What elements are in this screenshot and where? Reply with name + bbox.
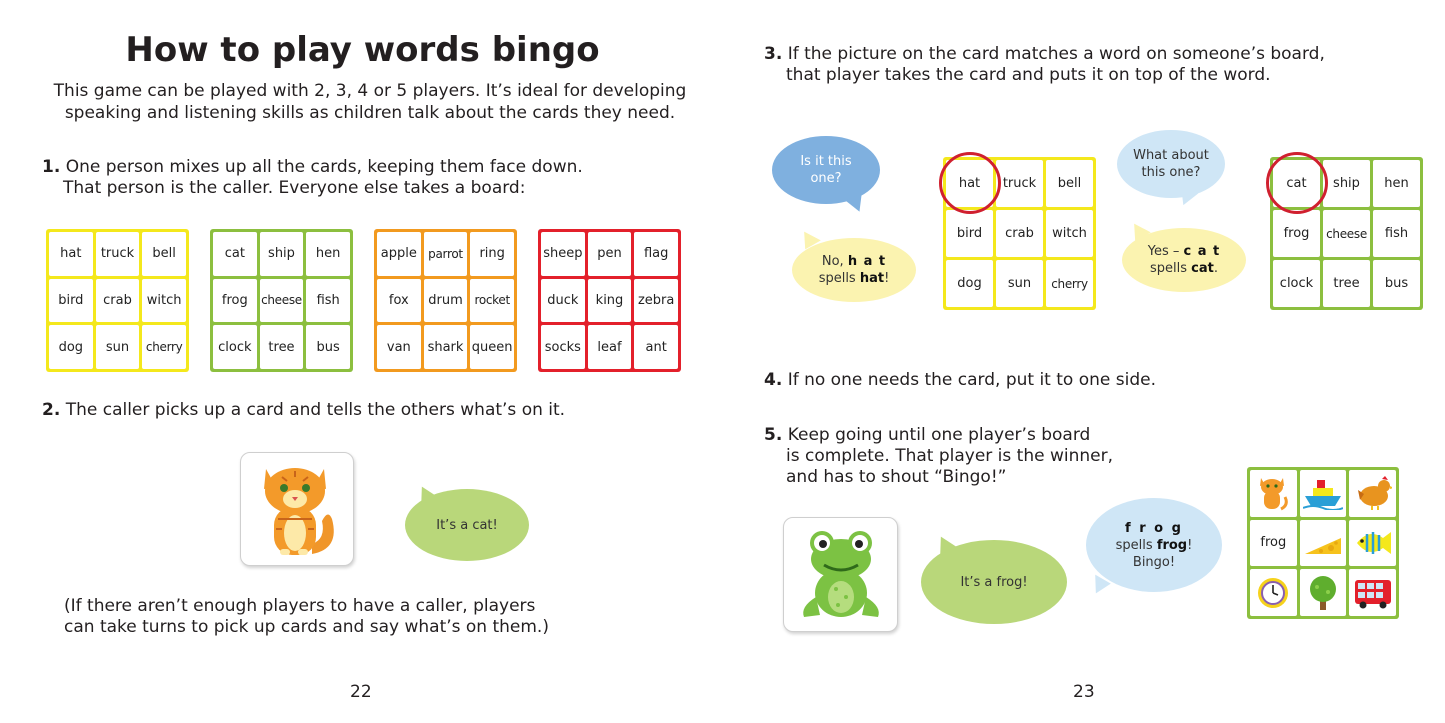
ship-icon <box>1303 476 1343 510</box>
board-cell: shark <box>424 325 468 369</box>
completed-bingo-board <box>1247 467 1399 619</box>
frog-icon <box>796 527 886 623</box>
highlight-circle-cat <box>1266 152 1328 214</box>
board-cell: truck <box>996 160 1043 207</box>
step-number: 2. <box>42 400 61 420</box>
cheese-icon <box>1303 528 1343 558</box>
speech-bubble-is-it: Is it this one? <box>772 136 880 204</box>
board-cell: frog <box>213 279 257 323</box>
speech-bubble-cat: It’s a cat! <box>405 489 529 561</box>
speech-bubble-yes-cat: Yes – c a t spells cat. <box>1122 228 1246 292</box>
cat-icon <box>252 459 342 559</box>
cat-tile <box>1250 470 1297 517</box>
step-number: 4. <box>764 370 783 390</box>
board-cell: queen <box>470 325 514 369</box>
board-cell: sun <box>996 260 1043 307</box>
board-cell: bell <box>1046 160 1093 207</box>
board-cell: duck <box>541 279 585 323</box>
board-cell: fish <box>306 279 350 323</box>
intro-text: This game can be played with 2, 3, 4 or 5 players. It’s ideal for developing speaking and listening skills as children talk about the cards they need. <box>53 81 687 123</box>
board-cell: clock <box>213 325 257 369</box>
board-cell: cherry <box>1046 260 1093 307</box>
board-cell: king <box>588 279 632 323</box>
board-cell: apple <box>377 232 421 276</box>
board-cell: bird <box>946 210 993 257</box>
page-number-right: 23 <box>1073 682 1095 702</box>
board-cell: hen <box>306 232 350 276</box>
board-cell: ring <box>470 232 514 276</box>
step-3: 3. If the picture on the card matches a word on someone’s board, that player takes the card and puts it on top of the word. <box>764 44 1325 85</box>
board-cell: bus <box>306 325 350 369</box>
speech-bubble-frog: It’s a frog! <box>921 540 1067 624</box>
board-cell: fish <box>1373 210 1420 257</box>
speech-bubble-no-hat: No, h a t spells hat! <box>792 238 916 302</box>
step-number: 5. <box>764 425 783 445</box>
board-cell: tree <box>1323 260 1370 307</box>
board-cell: ship <box>1323 160 1370 207</box>
board-cell: hen <box>1373 160 1420 207</box>
hen-tile <box>1349 470 1396 517</box>
board-cell: crab <box>96 279 140 323</box>
board-cell: tree <box>260 325 304 369</box>
board-cell: dog <box>49 325 93 369</box>
board-cell: sun <box>96 325 140 369</box>
bus-icon <box>1353 576 1393 610</box>
board-cell: clock <box>1273 260 1320 307</box>
word-tile: frog <box>1250 520 1297 567</box>
board-cell: bird <box>49 279 93 323</box>
cheese-tile <box>1300 520 1347 567</box>
board-cell: rocket <box>470 279 514 323</box>
board-cell: bell <box>142 232 186 276</box>
page-title: How to play words bingo <box>125 30 600 70</box>
bingo-board-orange <box>374 229 517 372</box>
board-cell: leaf <box>588 325 632 369</box>
clock-icon <box>1256 576 1290 610</box>
page-number-left: 22 <box>350 682 372 702</box>
board-cell: ant <box>634 325 678 369</box>
step-number: 3. <box>764 44 783 64</box>
caller-note: (If there aren’t enough players to have a caller, players can take turns to pick up cards and say what’s on them.) <box>64 596 549 637</box>
board-cell: zebra <box>634 279 678 323</box>
board-cell: socks <box>541 325 585 369</box>
step-5: 5. Keep going until one player’s board is complete. That player is the winner, and has to shout “Bingo!” <box>764 425 1114 487</box>
cat-icon <box>1257 475 1289 511</box>
board-cell: drum <box>424 279 468 323</box>
board-cell: fox <box>377 279 421 323</box>
fish-icon <box>1353 526 1393 560</box>
board-cell: hat <box>946 160 993 207</box>
board-cell: bus <box>1373 260 1420 307</box>
board-cell: witch <box>1046 210 1093 257</box>
step-1: 1. One person mixes up all the cards, keeping them face down. That person is the caller. Everyone else takes a board: <box>42 157 583 198</box>
board-cell: cherry <box>142 325 186 369</box>
board-cell: van <box>377 325 421 369</box>
board-cell: cat <box>1273 160 1320 207</box>
clock-tile <box>1250 569 1297 616</box>
board-cell: sheep <box>541 232 585 276</box>
board-cell: cat <box>213 232 257 276</box>
board-cell: dog <box>946 260 993 307</box>
ship-tile <box>1300 470 1347 517</box>
frog-picture-card <box>783 517 898 632</box>
hen-icon <box>1354 476 1392 510</box>
tree-icon <box>1306 574 1340 612</box>
tree-tile <box>1300 569 1347 616</box>
board-cell: hat <box>49 232 93 276</box>
bingo-board-red <box>538 229 681 372</box>
fish-tile <box>1349 520 1396 567</box>
board-cell: pen <box>588 232 632 276</box>
board-cell: parrot <box>424 232 468 276</box>
cat-picture-card <box>240 452 354 566</box>
bingo-board-yellow <box>46 229 189 372</box>
step-2: 2. The caller picks up a card and tells the others what’s on it. <box>42 400 566 420</box>
board-cell: truck <box>96 232 140 276</box>
board-cell: frog <box>1273 210 1320 257</box>
board-cell: cheese <box>1323 210 1370 257</box>
board-cell: ship <box>260 232 304 276</box>
board-cell: flag <box>634 232 678 276</box>
highlight-circle-hat <box>939 152 1001 214</box>
speech-bubble-bingo: f r o g spells frog! Bingo! <box>1086 498 1222 592</box>
step-4: 4. If no one needs the card, put it to one side. <box>764 370 1156 390</box>
step-number: 1. <box>42 157 61 177</box>
bus-tile <box>1349 569 1396 616</box>
board-cell: cheese <box>260 279 304 323</box>
bingo-board-green <box>210 229 353 372</box>
board-cell: witch <box>142 279 186 323</box>
speech-bubble-what-about: What about this one? <box>1117 130 1225 198</box>
board-cell: crab <box>996 210 1043 257</box>
